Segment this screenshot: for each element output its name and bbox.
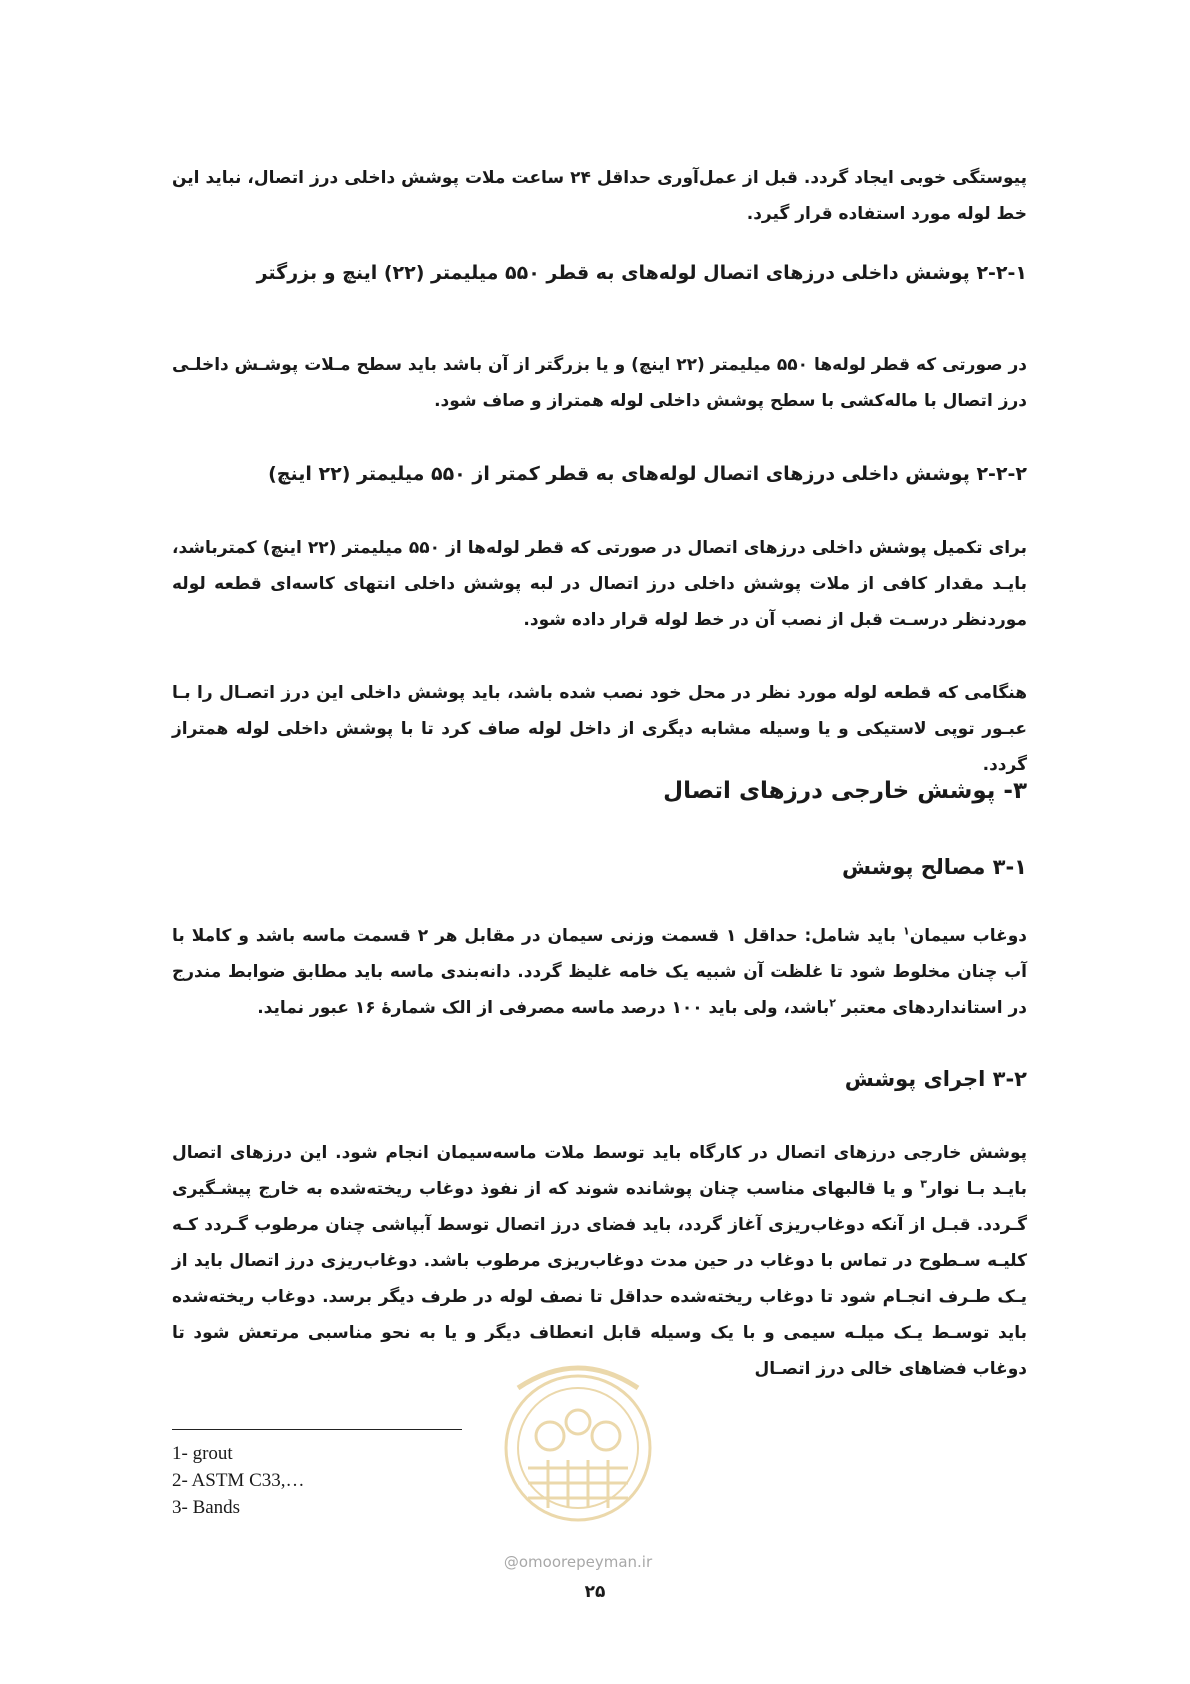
heading-3-1: ۳-۱ مصالح پوشش bbox=[842, 855, 1027, 879]
footnote-divider bbox=[172, 1429, 462, 1430]
watermark-logo-icon bbox=[488, 1348, 668, 1538]
paragraph-small-diameter bbox=[172, 530, 1027, 638]
footnote-1: 1- grout bbox=[172, 1443, 233, 1464]
footnote-ref-2[interactable]: ۲ bbox=[829, 996, 836, 1010]
page-number: ۲۵ bbox=[584, 1582, 606, 1602]
heading-2-2-2: ۲-۲-۲ پوشش داخلی درزهای اتصال لوله‌های به قطر کمتر از ۵۵۰ میلیمتر (۲۲ اینچ) bbox=[268, 463, 1027, 485]
paragraph-text: هنگامی که قطعه لوله مورد نظر در محل خود نصب شده باشد، باید پوشش داخلی این درز اتصـال را بـا عبـور توپی لاستیکی و یا وسیله مشابه دیگری از داخل لوله صاف کرد تا با پوشش داخلی لوله همتراز گردد. bbox=[172, 683, 1027, 775]
paragraph-rubber-ball bbox=[172, 675, 1027, 783]
footnote-2: 2- ASTM C33,… bbox=[172, 1470, 305, 1491]
footnote-3: 3- Bands bbox=[172, 1497, 241, 1518]
footnotes bbox=[172, 1440, 472, 1521]
paragraph-materials bbox=[172, 918, 1027, 1026]
paragraph-text: دوغاب سیمان bbox=[909, 926, 1027, 946]
paragraph-continuation bbox=[172, 160, 1027, 232]
heading-2-2-1: ۲-۲-۱ پوشش داخلی درزهای اتصال لوله‌های به قطر ۵۵۰ میلیمتر (۲۲) اینچ و بزرگتر bbox=[256, 262, 1027, 284]
paragraph-text: برای تکمیل پوشش داخلی درزهای اتصال در صورتی که قطر لوله‌ها از ۵۵۰ میلیمتر (۲۲ اینچ) کمترباشد، بایـد مقدار کافی از ملات پوشش داخلی درز اتصال در لبه پوشش داخلی انتهای کاسه‌ای قطعه لوله موردنظر درسـت قبل از نصب آن در خط لوله قرار داده شود. bbox=[172, 538, 1027, 630]
heading-section-3: ۳- پوشش خارجی درزهای اتصال bbox=[663, 778, 1027, 804]
paragraph-large-diameter bbox=[172, 347, 1027, 419]
footnote-ref-3[interactable]: ۳ bbox=[920, 1177, 927, 1191]
paragraph-text: پیوستگی خوبی ایجاد گردد. قبل از عمل‌آوری حداقل ۲۴ ساعت ملات پوشش داخلی درز اتصال، نباید این خط لوله مورد استفاده قرار گیرد. bbox=[172, 168, 1028, 224]
paragraph-text: و یا قالبهای مناسب چنان پوشانده شوند که از نفوذ دوغاب ریخته‌شده به خارج پیشـگیری گـردد. قبـل از آنکه دوغاب‌ریزی آغاز گردد، باید فضای درز اتصال توسط آبپاشی چنان مرطوب گـردد کـه کلیـه سـطوح در تماس با دوغاب در حین مدت دوغاب‌ریزی مرطوب باشد. دوغاب‌ریزی درز اتصال باید از یـک طـرف انجـام شود تا دوغاب ریخته‌شده حداقل تا نصف لوله در طرف دیگر برسد. دوغاب ریخته‌شده باید توسـط یـک میلـه سیمی و با یک وسیله قابل انعطاف دیگر و یا به نحو مناسبی مرتعش شود تا دوغاب فضاهای خالی درز اتصـال bbox=[172, 1179, 1027, 1379]
watermark-url: @omoorepeyman.ir bbox=[503, 1553, 653, 1571]
paragraph-text: در صورتی که قطر لوله‌ها ۵۵۰ میلیمتر (۲۲ اینچ) و یا بزرگتر از آن باشد باید سطح مـلات پوشـش داخلـی درز اتصال با ماله‌کشی با سطح پوشش داخلی لوله همتراز و صاف شود. bbox=[172, 355, 1027, 411]
paragraph-text: پوشش خارجی درزهای اتصال در کارگاه باید توسط ملات ماسه‌سیمان انجام شود. این درزهای اتصال بایـد بـا نوار bbox=[172, 1143, 1027, 1199]
footnote-ref-1[interactable]: ۱ bbox=[903, 924, 910, 938]
heading-3-2: ۳-۲ اجرای پوشش bbox=[844, 1067, 1027, 1091]
paragraph-text: باشد، ولی باید ۱۰۰ درصد ماسه مصرفی از الک شمارۀ ۱۶ عبور نماید. bbox=[257, 998, 830, 1018]
paragraph-text: باید شامل: حداقل ۱ قسمت وزنی سیمان در مقابل هر ۲ قسمت ماسه باشد و کاملا با آب چنان مخلوط شود تا غلظت آن شبیه یک خامه غلیظ گردد. دانه‌بندی ماسه باید مطابق ضوابط مندرج در استانداردهای معتبر bbox=[172, 926, 1027, 1018]
